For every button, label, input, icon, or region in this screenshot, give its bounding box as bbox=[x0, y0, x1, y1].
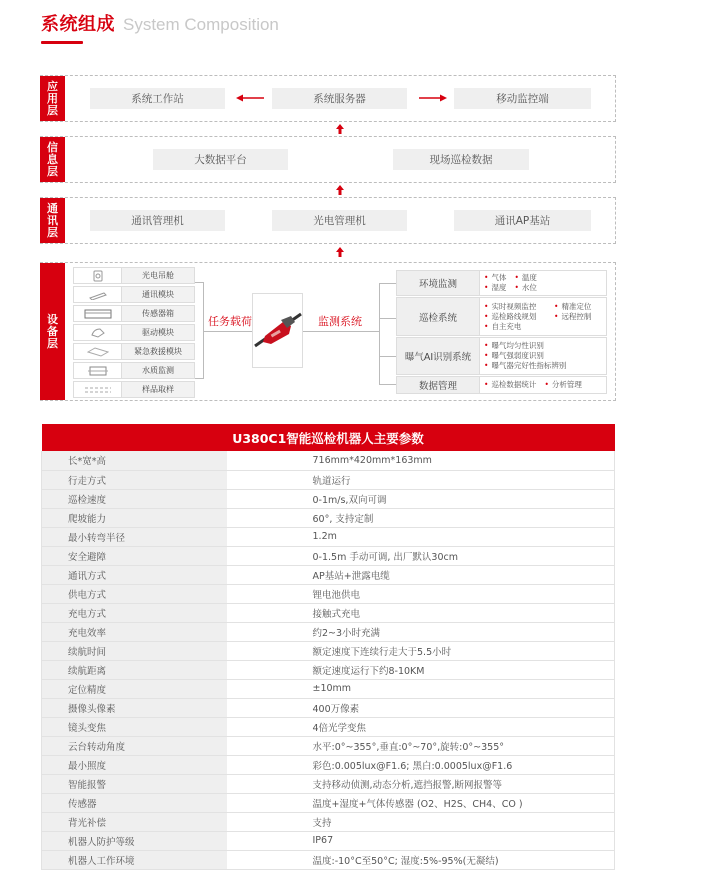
table-row bbox=[42, 451, 615, 470]
spec-value: 4倍光学变焦 bbox=[227, 717, 615, 736]
spec-value: 0-1m/s,双向可调 bbox=[227, 489, 615, 508]
table-row bbox=[42, 831, 615, 850]
table-row bbox=[42, 527, 615, 546]
spec-key: 爬坡能力 bbox=[42, 508, 227, 527]
bracket-line bbox=[195, 378, 203, 379]
table-row bbox=[42, 850, 615, 869]
feature-item: • 精准定位 bbox=[554, 302, 591, 312]
device-module bbox=[73, 343, 195, 360]
title-english: System Composition bbox=[123, 15, 279, 34]
table-row bbox=[42, 679, 615, 698]
device-module bbox=[73, 362, 195, 379]
monitor-system-features bbox=[480, 377, 606, 393]
feature-item: • 温度 bbox=[514, 273, 536, 283]
feature-item: • 曝气器完好性指标辨别 bbox=[484, 361, 566, 371]
spec-value: 400万像素 bbox=[227, 698, 615, 717]
spec-key: 智能报警 bbox=[42, 774, 227, 793]
label-char: 讯 bbox=[47, 213, 58, 227]
spec-value: 额定速度运行下约8-10KM bbox=[227, 660, 615, 679]
monitor-system-name: 环境监测 bbox=[397, 271, 480, 295]
monitor-system-features bbox=[480, 298, 606, 335]
device-module bbox=[73, 267, 195, 284]
sampling-icon bbox=[74, 382, 122, 397]
bracket-line bbox=[379, 356, 396, 357]
spec-value: 温度+湿度+气体传感器 (O2、H2S、CH4、CO ) bbox=[227, 793, 615, 812]
spec-key: 定位精度 bbox=[42, 679, 227, 698]
table-row bbox=[42, 584, 615, 603]
table-row bbox=[42, 622, 615, 641]
label-char: 息 bbox=[47, 152, 58, 166]
module-name: 传感器箱 bbox=[122, 306, 194, 321]
spec-key: 传感器 bbox=[42, 793, 227, 812]
spec-key: 最小照度 bbox=[42, 755, 227, 774]
monitor-system-name: 曝气AI识别系统 bbox=[397, 338, 480, 374]
spec-key: 镜头变焦 bbox=[42, 717, 227, 736]
feature-item: • 湿度 bbox=[484, 283, 506, 293]
spec-value: 716mm*420mm*163mm bbox=[227, 451, 615, 470]
spec-value: 水平:0°~355°,垂直:0°~70°,旋转:0°~355° bbox=[227, 736, 615, 755]
monitor-system-inspection bbox=[396, 297, 607, 336]
feature-item: • 水位 bbox=[514, 283, 536, 293]
spec-value: 温度:-10°C至50°C; 湿度:5%-95%(无凝结) bbox=[227, 850, 615, 869]
sensor-box-icon bbox=[74, 306, 122, 321]
table-row bbox=[42, 698, 615, 717]
feature-item: • 远程控制 bbox=[554, 312, 591, 322]
field-inspection-data-box: 现场巡检数据 bbox=[393, 149, 529, 170]
module-name: 样品取样 bbox=[122, 382, 194, 397]
monitor-system-environment bbox=[396, 270, 607, 296]
spec-value: 1.2m bbox=[227, 527, 615, 546]
label-char: 应 bbox=[47, 79, 58, 93]
system-server-box: 系统服务器 bbox=[272, 88, 407, 109]
spec-table-title: U380C1智能巡检机器人主要参数 bbox=[42, 424, 615, 451]
feature-item: • 曝气均匀性识别 bbox=[484, 341, 544, 351]
feature-item: • 分析管理 bbox=[544, 380, 581, 390]
monitor-system-features bbox=[480, 338, 606, 374]
bracket-line bbox=[379, 283, 380, 385]
water-monitor-icon bbox=[74, 363, 122, 378]
spec-value: 接触式充电 bbox=[227, 603, 615, 622]
module-name: 水质监测 bbox=[122, 363, 194, 378]
spec-key: 供电方式 bbox=[42, 584, 227, 603]
feature-item: • 自主充电 bbox=[484, 322, 521, 332]
spec-value: 约2~3小时充满 bbox=[227, 622, 615, 641]
label-char: 备 bbox=[47, 324, 58, 338]
arrow-left-icon bbox=[236, 93, 264, 103]
module-name: 驱动模块 bbox=[122, 325, 194, 340]
spec-key: 机器人防护等级 bbox=[42, 831, 227, 850]
application-layer bbox=[40, 75, 616, 122]
spec-key: 行走方式 bbox=[42, 470, 227, 489]
table-row bbox=[42, 812, 615, 831]
spec-key: 续航时间 bbox=[42, 641, 227, 660]
drive-module-icon bbox=[74, 325, 122, 340]
arrow-right-icon bbox=[419, 93, 447, 103]
payload-label: 任务载荷 bbox=[208, 315, 252, 328]
device-module bbox=[73, 286, 195, 303]
spec-value: ±10mm bbox=[227, 679, 615, 698]
table-row bbox=[42, 489, 615, 508]
spec-key: 充电效率 bbox=[42, 622, 227, 641]
label-char: 层 bbox=[47, 164, 58, 178]
connector-line bbox=[303, 331, 379, 332]
comm-manager-box: 通讯管理机 bbox=[90, 210, 225, 231]
mobile-monitor-box: 移动监控端 bbox=[454, 88, 591, 109]
table-row bbox=[42, 470, 615, 489]
label-char: 层 bbox=[47, 336, 58, 350]
table-row bbox=[42, 660, 615, 679]
big-data-platform-box: 大数据平台 bbox=[153, 149, 288, 170]
system-workstation-box: 系统工作站 bbox=[90, 88, 225, 109]
arrow-up-icon bbox=[335, 124, 345, 134]
spec-value: IP67 bbox=[227, 831, 615, 850]
label-char: 用 bbox=[47, 91, 58, 105]
module-name: 紧急救援模块 bbox=[122, 344, 194, 359]
spec-value: 支持 bbox=[227, 812, 615, 831]
arrow-up-icon bbox=[335, 247, 345, 257]
module-name: 光电吊舱 bbox=[122, 268, 194, 283]
connector-line bbox=[203, 331, 252, 332]
communication-layer bbox=[40, 197, 616, 244]
device-module bbox=[73, 305, 195, 322]
table-row bbox=[42, 508, 615, 527]
spec-value: AP基站+泄露电缆 bbox=[227, 565, 615, 584]
spec-key: 最小转弯半径 bbox=[42, 527, 227, 546]
monitor-system-features bbox=[480, 271, 606, 295]
bracket-line bbox=[379, 318, 396, 319]
monitor-system-label: 监测系统 bbox=[318, 315, 362, 328]
spec-key: 机器人工作环境 bbox=[42, 850, 227, 869]
module-name: 通讯模块 bbox=[122, 287, 194, 302]
spec-key: 背光补偿 bbox=[42, 812, 227, 831]
robot-icon bbox=[253, 294, 302, 367]
feature-item: • 巡检数据统计 bbox=[484, 380, 536, 390]
spec-value: 支持移动侦测,动态分析,遮挡报警,断网报警等 bbox=[227, 774, 615, 793]
spec-key: 云台转动角度 bbox=[42, 736, 227, 755]
device-module bbox=[73, 324, 195, 341]
bracket-line bbox=[379, 283, 396, 284]
title-chinese: 系统组成 bbox=[41, 14, 115, 35]
device-layer-label bbox=[40, 263, 65, 400]
table-row bbox=[42, 793, 615, 812]
camera-pod-icon bbox=[74, 268, 122, 283]
label-char: 设 bbox=[47, 312, 58, 326]
spec-key: 巡检速度 bbox=[42, 489, 227, 508]
ap-base-station-box: 通讯AP基站 bbox=[454, 210, 591, 231]
label-char: 层 bbox=[47, 225, 58, 239]
table-row bbox=[42, 755, 615, 774]
spec-value: 彩色:0.005lux@F1.6; 黑白:0.0005lux@F1.6 bbox=[227, 755, 615, 774]
label-char: 信 bbox=[47, 140, 58, 154]
monitor-system-data-management bbox=[396, 376, 607, 394]
optical-manager-box: 光电管理机 bbox=[272, 210, 407, 231]
spec-table bbox=[41, 424, 615, 870]
spec-key: 通讯方式 bbox=[42, 565, 227, 584]
comm-module-icon bbox=[74, 287, 122, 302]
feature-item: • 巡检路线规划 bbox=[484, 312, 546, 322]
spec-value: 轨道运行 bbox=[227, 470, 615, 489]
spec-value: 60°, 支持定制 bbox=[227, 508, 615, 527]
spec-value: 0-1.5m 手动可调, 出厂默认30cm bbox=[227, 546, 615, 565]
spec-key: 摄像头像素 bbox=[42, 698, 227, 717]
arrow-up-icon bbox=[335, 185, 345, 195]
bracket-line bbox=[379, 384, 396, 385]
rescue-module-icon bbox=[74, 344, 122, 359]
application-layer-label bbox=[40, 76, 65, 121]
monitor-system-aeration-ai bbox=[396, 337, 607, 375]
spec-value: 锂电池供电 bbox=[227, 584, 615, 603]
table-row bbox=[42, 603, 615, 622]
spec-key: 安全避障 bbox=[42, 546, 227, 565]
section-title bbox=[41, 10, 279, 40]
table-row bbox=[42, 565, 615, 584]
communication-layer-label bbox=[40, 198, 65, 243]
bracket-line bbox=[195, 282, 203, 283]
label-char: 通 bbox=[47, 201, 58, 215]
spec-key: 续航距离 bbox=[42, 660, 227, 679]
title-underline bbox=[41, 41, 83, 44]
monitor-system-name: 数据管理 bbox=[397, 377, 480, 393]
spec-key: 长*宽*高 bbox=[42, 451, 227, 470]
label-char: 层 bbox=[47, 103, 58, 117]
table-row bbox=[42, 736, 615, 755]
feature-item: • 曝气强弱度识别 bbox=[484, 351, 544, 361]
spec-key: 充电方式 bbox=[42, 603, 227, 622]
feature-item: • 气体 bbox=[484, 273, 506, 283]
information-layer-label bbox=[40, 137, 65, 182]
feature-item: • 实时视频监控 bbox=[484, 302, 546, 312]
spec-value: 额定速度下连续行走大于5.5小时 bbox=[227, 641, 615, 660]
table-row bbox=[42, 717, 615, 736]
monitor-system-name: 巡检系统 bbox=[397, 298, 480, 335]
table-row bbox=[42, 774, 615, 793]
table-row bbox=[42, 641, 615, 660]
table-row bbox=[42, 546, 615, 565]
device-module bbox=[73, 381, 195, 398]
robot-image bbox=[252, 293, 303, 368]
information-layer bbox=[40, 136, 616, 183]
